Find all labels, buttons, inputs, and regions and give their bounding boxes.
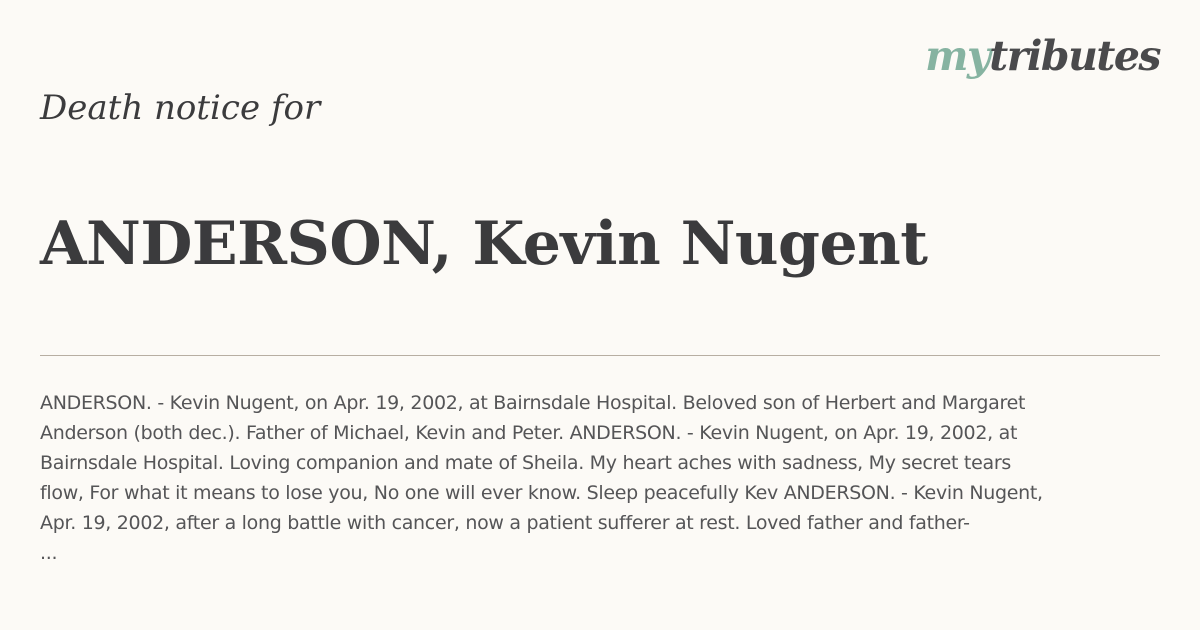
logo-my: my	[925, 32, 990, 80]
divider	[40, 355, 1160, 356]
notice-body: ANDERSON. - Kevin Nugent, on Apr. 19, 2002, at Bairnsdale Hospital. Beloved son of Herbert and Margaret Anderson (both dec.). Father of Michael, Kevin and Peter. ANDERSON. - Kevin Nugent, on Apr. 19, 2002, at Bairnsdale Hospital. Loving companion and mate of Sheila. My heart aches with sadness, My secret tears flow, For what it means to lose you, No one will ever know. Sleep peacefully Kev ANDERSON. - Kevin Nugent, Apr. 19, 2002, after a long battle with cancer, now a patient sufferer at rest. Loved father and father- ...	[40, 392, 1043, 564]
mytributes-logo[interactable]	[925, 32, 1160, 80]
deceased-name: ANDERSON, Kevin Nugent	[40, 209, 928, 279]
logo-tributes: tributes	[989, 32, 1160, 80]
notice-label: Death notice for	[40, 88, 321, 128]
